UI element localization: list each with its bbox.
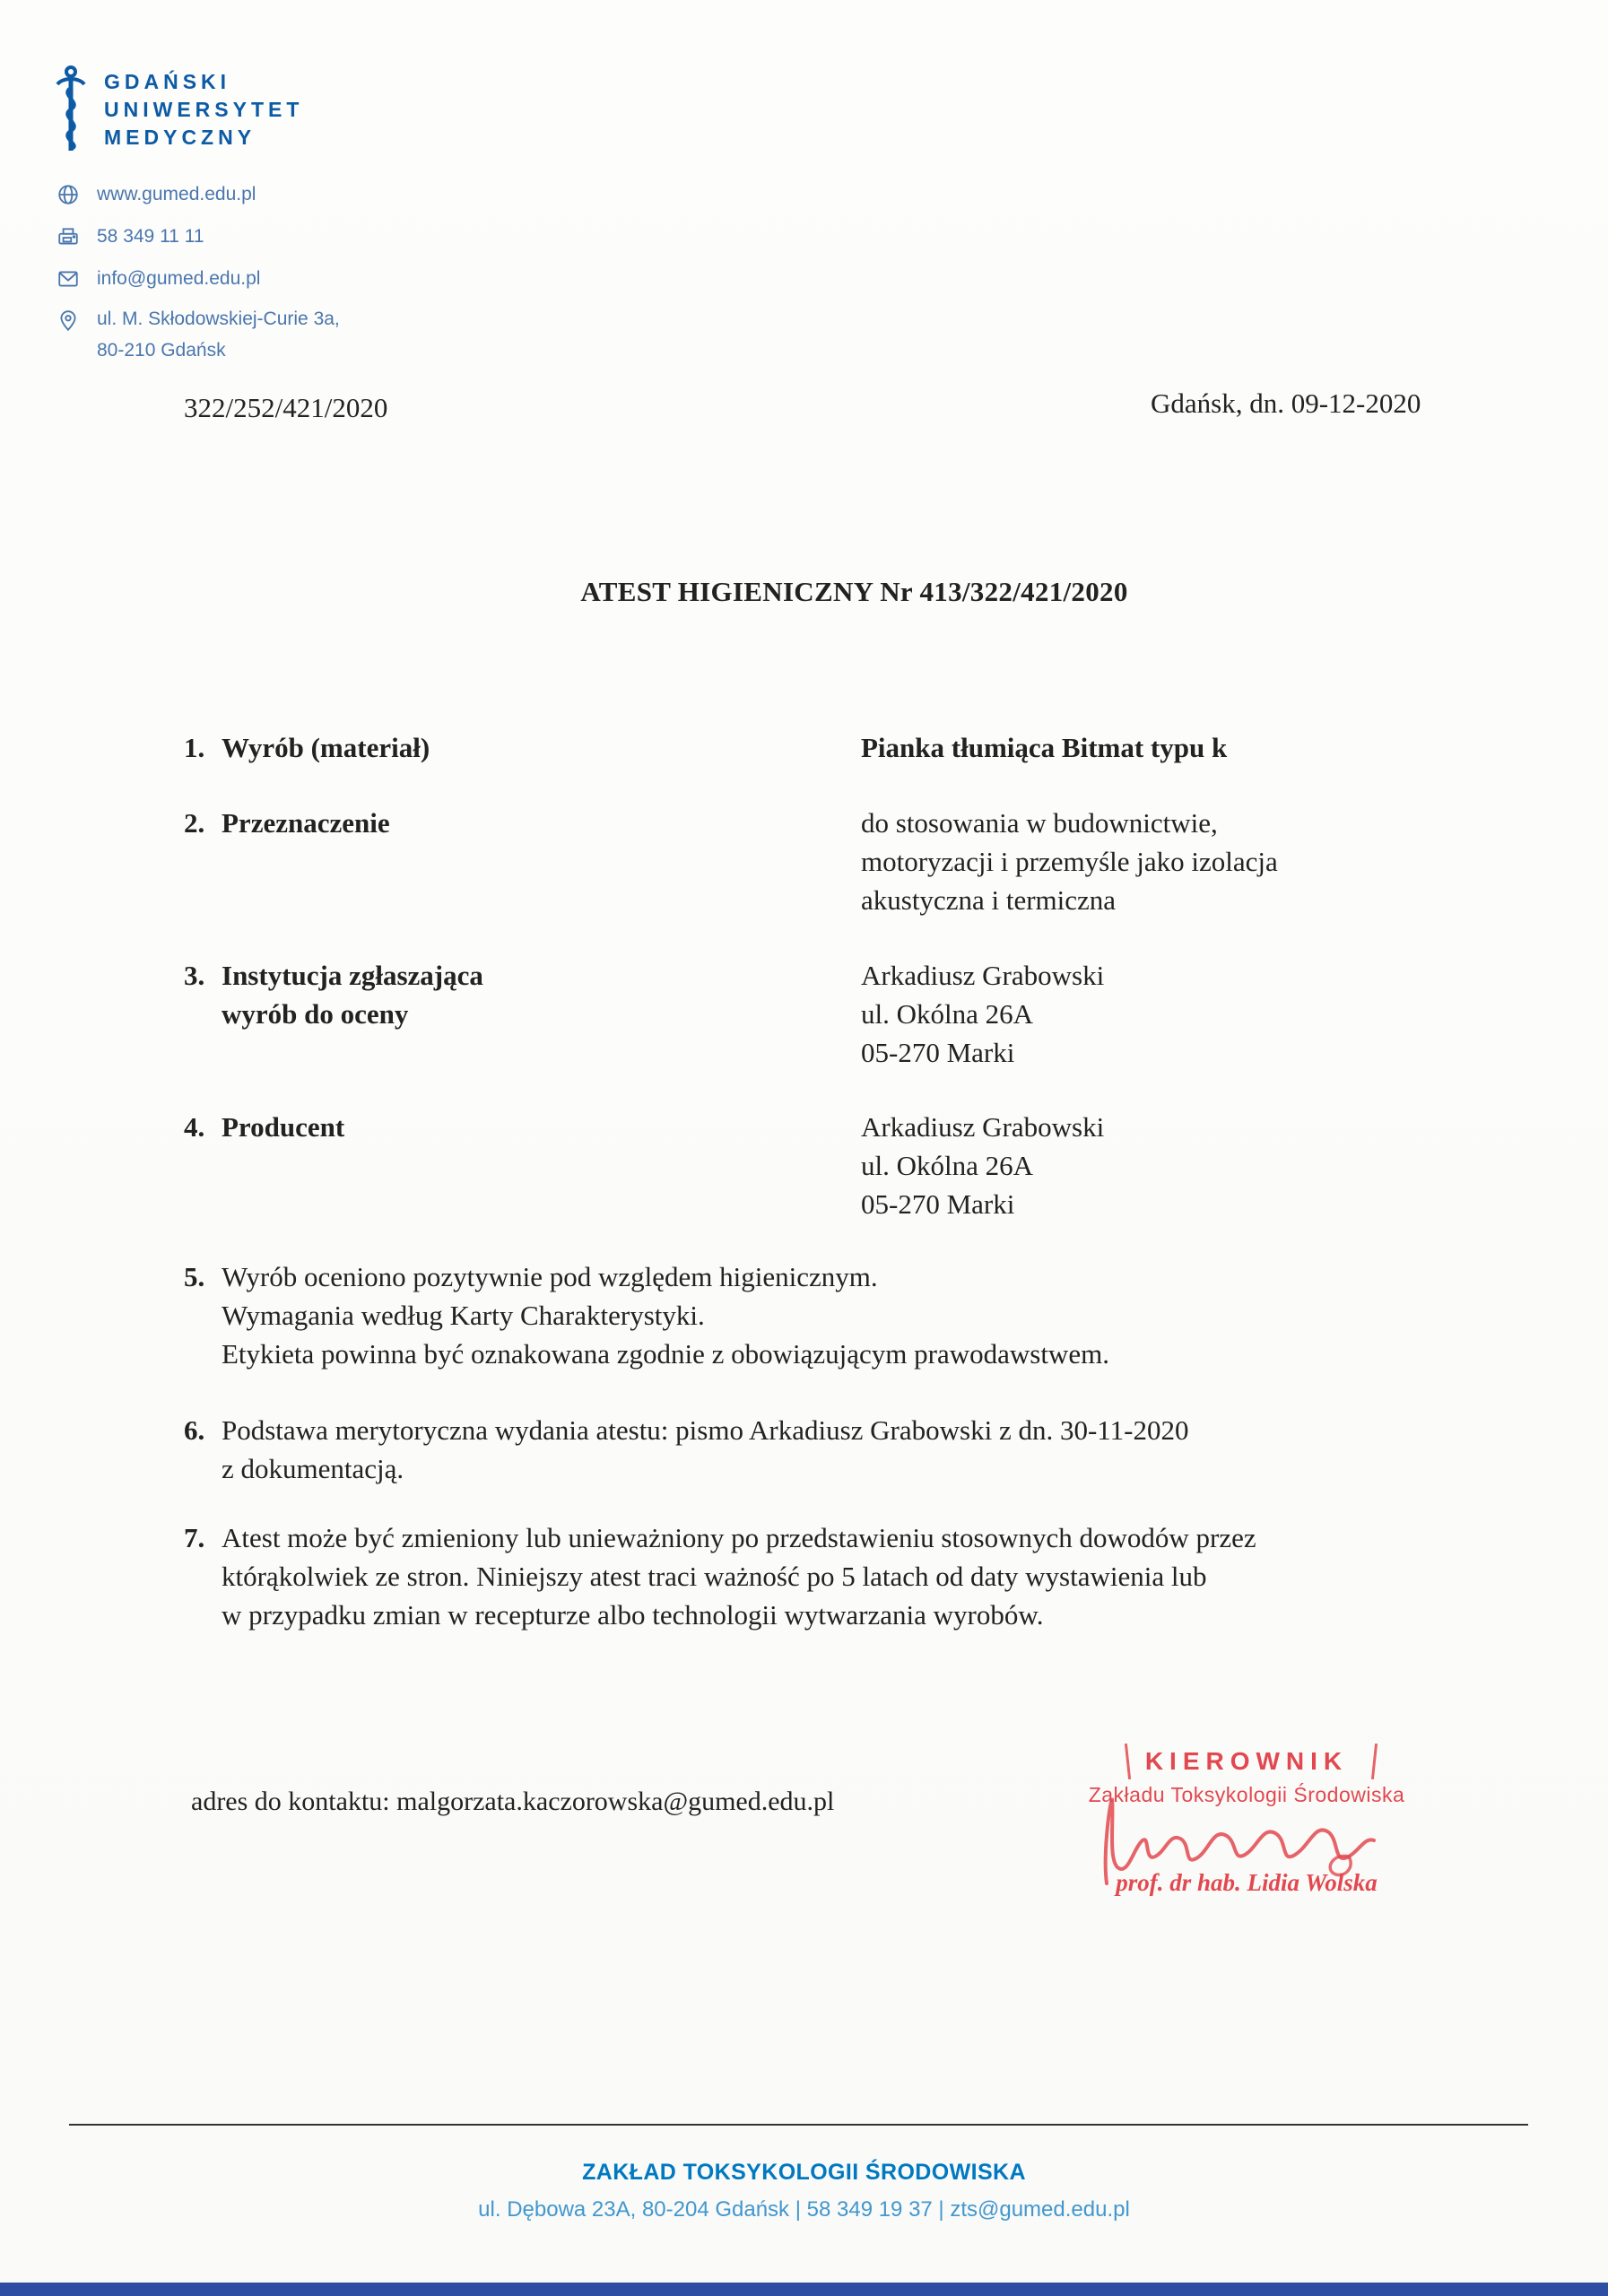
footer-department-name: ZAKŁAD TOKSYKOLOGII ŚRODOWISKA bbox=[582, 2160, 1026, 2185]
footer-divider bbox=[69, 2124, 1528, 2126]
item-number: 3. bbox=[184, 960, 205, 991]
caduceus-icon bbox=[52, 63, 90, 154]
item-value-line: motoryzacji i przemyśle jako izolacja bbox=[861, 846, 1278, 877]
item-label bbox=[222, 956, 861, 1072]
item-producer bbox=[184, 1108, 1439, 1223]
item-value-line: ul. Okólna 26A bbox=[861, 1150, 1034, 1181]
item-submitting-institution bbox=[184, 956, 1439, 1072]
item-label-line: Wyrób (materiał) bbox=[222, 732, 430, 763]
item-value bbox=[861, 804, 1278, 919]
contact-website-row bbox=[56, 182, 340, 207]
paragraph-line: z dokumentacją. bbox=[222, 1453, 404, 1484]
item-value bbox=[861, 728, 1227, 767]
paragraph-line: Wymagania według Karty Charakterystyki. bbox=[222, 1300, 705, 1331]
paragraph-validity bbox=[184, 1518, 1475, 1634]
bottom-accent-bar bbox=[0, 2283, 1608, 2296]
contact-website: www.gumed.edu.pl bbox=[97, 184, 256, 204]
item-value-line: ul. Okólna 26A bbox=[861, 998, 1034, 1030]
stamp-title: KIEROWNIK bbox=[1144, 1747, 1349, 1775]
item-label bbox=[222, 1108, 861, 1223]
place-and-date: Gdańsk, dn. 09-12-2020 bbox=[1151, 387, 1421, 419]
paragraph-line: Atest może być zmieniony lub unieważniony po przedstawieniu stosownych dowodów przez bbox=[222, 1522, 1256, 1553]
item-label-line: Instytucja zgłaszająca bbox=[222, 960, 483, 991]
logo-line-3: MEDYCZNY bbox=[104, 126, 256, 149]
item-number: 1. bbox=[184, 732, 205, 763]
reference-number: 322/252/421/2020 bbox=[184, 392, 388, 423]
paragraph-number: 6. bbox=[184, 1414, 205, 1446]
item-value-line: Arkadiusz Grabowski bbox=[861, 1111, 1105, 1143]
location-pin-icon bbox=[56, 309, 81, 334]
signatory-name: prof. dr hab. Lidia Wolska bbox=[1116, 1869, 1378, 1896]
item-value-line: 05-270 Marki bbox=[861, 1188, 1015, 1220]
logo-line-1: GDAŃSKI bbox=[104, 70, 231, 93]
paragraph-line: którąkolwiek ze stron. Niniejszy atest traci ważność po 5 latach od daty wystawienia lub bbox=[222, 1561, 1207, 1592]
contact-address-line2: 80-210 Gdańsk bbox=[97, 340, 226, 361]
footer-department-address: ul. Dębowa 23A, 80-204 Gdańsk | 58 349 19 37 | zts@gumed.edu.pl bbox=[478, 2197, 1130, 2222]
item-number: 2. bbox=[184, 807, 205, 839]
paragraph-line: Wyrób oceniono pozytywnie pod względem higienicznym. bbox=[222, 1261, 878, 1292]
item-value bbox=[861, 1108, 1104, 1223]
fax-icon bbox=[56, 224, 81, 249]
item-purpose bbox=[184, 804, 1439, 919]
paragraph-line: w przypadku zmian w recepturze albo technologii wytwarzania wyrobów. bbox=[222, 1599, 1044, 1631]
contact-email: info@gumed.edu.pl bbox=[97, 268, 261, 289]
paragraph-text bbox=[222, 1518, 1256, 1634]
paragraph-text bbox=[222, 1411, 1188, 1488]
paragraph-line: Etykieta powinna być oznakowana zgodnie z obowiązującym prawodawstwem. bbox=[222, 1338, 1109, 1370]
contact-email-row bbox=[56, 266, 340, 291]
item-value-line: Pianka tłumiąca Bitmat typu k bbox=[861, 732, 1228, 763]
paragraph-number: 5. bbox=[184, 1261, 205, 1292]
approval-stamp bbox=[1049, 1747, 1444, 1944]
item-number: 4. bbox=[184, 1111, 205, 1143]
item-value bbox=[861, 956, 1104, 1072]
contact-block bbox=[56, 182, 340, 364]
university-name bbox=[104, 63, 303, 152]
item-label bbox=[222, 728, 861, 767]
item-value-line: akustyczna i termiczna bbox=[861, 884, 1117, 916]
globe-icon bbox=[56, 182, 81, 207]
contact-phone: 58 349 11 11 bbox=[97, 226, 204, 247]
contact-for-correspondence: adres do kontaktu: malgorzata.kaczorowska@gumed.edu.pl bbox=[191, 1787, 835, 1816]
paragraph-number: 7. bbox=[184, 1522, 205, 1553]
contact-phone-row bbox=[56, 224, 340, 249]
document-title: ATEST HIGIENICZNY Nr 413/322/421/2020 bbox=[580, 576, 1128, 607]
university-logo bbox=[52, 63, 303, 154]
paragraph-text bbox=[222, 1257, 1109, 1373]
item-product bbox=[184, 728, 1439, 767]
contact-address-line1: ul. M. Skłodowskiej-Curie 3a, bbox=[97, 309, 340, 329]
logo-line-2: UNIWERSYTET bbox=[104, 98, 304, 121]
paragraph-line: Podstawa merytoryczna wydania atestu: pismo Arkadiusz Grabowski z dn. 30-11-2020 bbox=[222, 1414, 1189, 1446]
paragraph-basis bbox=[184, 1411, 1475, 1488]
envelope-icon bbox=[56, 266, 81, 291]
item-value-line: do stosowania w budownictwie, bbox=[861, 807, 1218, 839]
item-label-line: Przeznaczenie bbox=[222, 807, 390, 839]
item-label bbox=[222, 804, 861, 919]
item-label-line: wyrób do oceny bbox=[222, 998, 409, 1030]
item-label-line: Producent bbox=[222, 1111, 345, 1143]
item-value-line: Arkadiusz Grabowski bbox=[861, 960, 1105, 991]
contact-address-row bbox=[56, 309, 340, 334]
stamp-subtitle: Zakładu Toksykologii Środowiska bbox=[1088, 1783, 1405, 1806]
item-value-line: 05-270 Marki bbox=[861, 1037, 1015, 1068]
paragraph-assessment bbox=[184, 1257, 1475, 1373]
